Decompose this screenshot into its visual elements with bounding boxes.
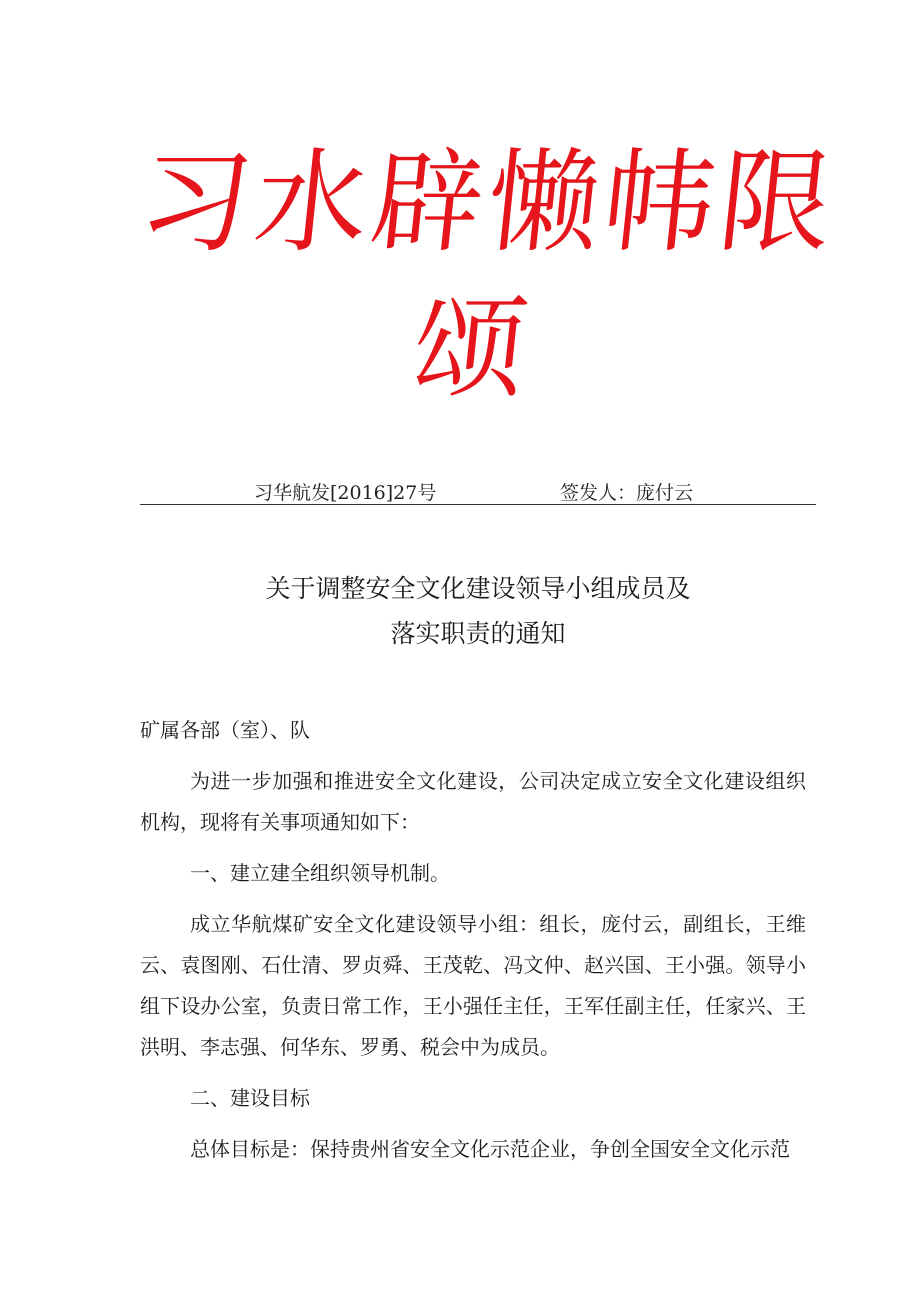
red-letterhead	[115, 130, 846, 422]
header-divider	[140, 504, 816, 505]
notice-title-line-2: 落实职责的通知	[390, 619, 566, 648]
section-heading-1: 一、建立建全组织领导机制。	[190, 861, 450, 885]
notice-title	[140, 566, 816, 656]
document-number: 习华航发[2016]27号	[254, 482, 437, 504]
notice-title-line-1: 关于调整安全文化建设领导小组成员及	[265, 574, 691, 603]
section-heading-2: 二、建设目标	[190, 1086, 310, 1110]
signer-label: 签发人：	[560, 482, 637, 504]
paragraph-goals: 总体目标是：保持贵州省安全文化示范企业，争创全国安全文化示范	[190, 1137, 790, 1161]
paragraph-intro: 为进一步加强和推进安全文化建设，公司决定成立安全文化建设组织机构，现将有关事项通知如下：	[140, 769, 806, 834]
letterhead-line-2: 颂	[407, 284, 538, 414]
addressee: 矿属各部（室）、队	[140, 718, 310, 742]
paragraph-leadership-group: 成立华航煤矿安全文化建设领导小组：组长，庞付云，副组长，王维云、袁图刚、石仕清、罗贞舜、王茂乾、冯文仲、赵兴国、王小强。领导小组下设办公室，负责日常工作，王小强任主任，王军任副主任，任家兴、王洪明、李志强、何华东、罗勇、税会中为成员。	[140, 912, 806, 1059]
letterhead-line-1: 习水辟懒帏限	[132, 138, 843, 268]
notice-body	[140, 710, 806, 1180]
signer-name: 庞付云	[636, 482, 694, 504]
signer	[560, 478, 693, 505]
